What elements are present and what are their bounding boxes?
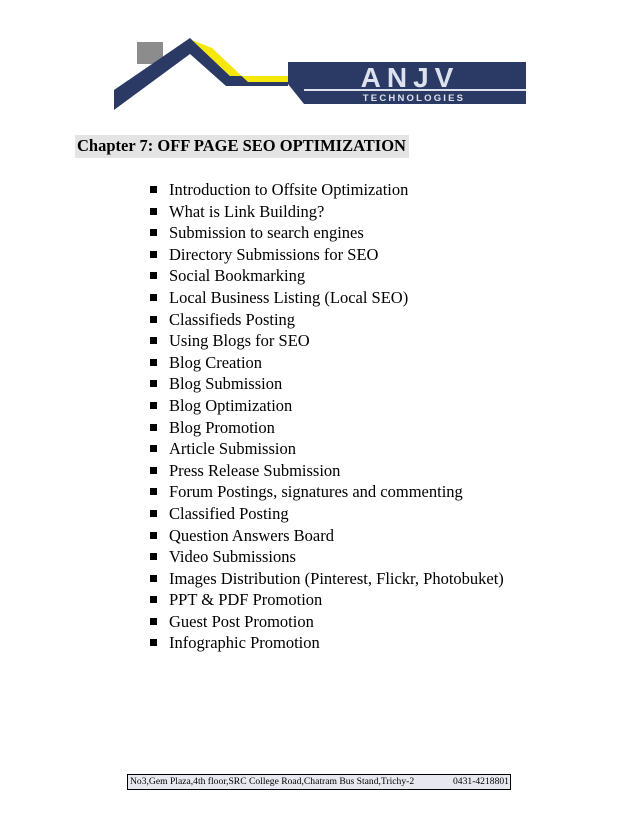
list-item — [150, 309, 504, 331]
list-item — [150, 352, 504, 374]
list-item-text: Using Blogs for SEO — [169, 331, 310, 351]
list-item-text: Local Business Listing (Local SEO) — [169, 287, 409, 307]
square-bullet-icon — [150, 445, 157, 452]
chapter-heading: Chapter 7: OFF PAGE SEO OPTIMIZATION — [75, 135, 409, 158]
list-item-text: Classifieds Posting — [169, 309, 296, 329]
list-item — [150, 287, 504, 309]
square-bullet-icon — [150, 488, 157, 495]
square-bullet-icon — [150, 186, 157, 193]
list-item-text: Blog Submission — [169, 374, 283, 394]
list-item — [150, 417, 504, 439]
square-bullet-icon — [150, 424, 157, 431]
list-item-text: Article Submission — [169, 439, 296, 459]
square-bullet-icon — [150, 639, 157, 646]
list-item — [150, 481, 504, 503]
square-bullet-icon — [150, 208, 157, 215]
square-bullet-icon — [150, 596, 157, 603]
logo-name: ANJV — [360, 62, 460, 93]
logo-subtitle: TECHNOLOGIES — [362, 93, 466, 104]
list-item — [150, 179, 504, 201]
footer-address: No3,Gem Plaza,4th floor,SRC College Road,Chatram Bus Stand,Trichy-2 — [130, 776, 415, 787]
square-bullet-icon — [150, 359, 157, 366]
list-item — [150, 438, 504, 460]
list-item — [150, 546, 504, 568]
square-bullet-icon — [150, 402, 157, 409]
square-bullet-icon — [150, 272, 157, 279]
list-item — [150, 632, 504, 654]
company-logo — [108, 34, 532, 114]
list-item-text: Infographic Promotion — [169, 633, 320, 653]
list-item — [150, 525, 504, 547]
page-footer — [127, 774, 511, 790]
list-item-text: Images Distribution (Pinterest, Flickr, Photobuket) — [169, 568, 504, 588]
list-item — [150, 222, 504, 244]
square-bullet-icon — [150, 467, 157, 474]
list-item — [150, 201, 504, 223]
list-item — [150, 265, 504, 287]
list-item — [150, 460, 504, 482]
list-item — [150, 395, 504, 417]
list-item-text: Blog Promotion — [169, 417, 275, 437]
footer-phone: 0431-4218801 — [453, 776, 509, 787]
list-item-text: Question Answers Board — [169, 525, 334, 545]
list-item — [150, 589, 504, 611]
list-item — [150, 330, 504, 352]
square-bullet-icon — [150, 316, 157, 323]
topic-list — [150, 179, 504, 654]
square-bullet-icon — [150, 229, 157, 236]
list-item-text: Press Release Submission — [169, 460, 341, 480]
square-bullet-icon — [150, 532, 157, 539]
list-item — [150, 373, 504, 395]
list-item-text: Video Submissions — [169, 547, 296, 567]
list-item-text: Social Bookmarking — [169, 266, 306, 286]
list-item-text: What is Link Building? — [169, 201, 325, 221]
list-item-text: PPT & PDF Promotion — [169, 590, 323, 610]
square-bullet-icon — [150, 510, 157, 517]
square-bullet-icon — [150, 575, 157, 582]
list-item-text: Introduction to Offsite Optimization — [169, 180, 409, 199]
list-item-text: Classified Posting — [169, 503, 289, 523]
list-item-text: Blog Optimization — [169, 395, 293, 415]
list-item-text: Directory Submissions for SEO — [169, 244, 379, 264]
list-item-text: Blog Creation — [169, 352, 263, 372]
square-bullet-icon — [150, 337, 157, 344]
square-bullet-icon — [150, 251, 157, 258]
list-item — [150, 244, 504, 266]
list-item-text: Guest Post Promotion — [169, 611, 314, 631]
square-bullet-icon — [150, 380, 157, 387]
square-bullet-icon — [150, 294, 157, 301]
list-item-text: Forum Postings, signatures and commenting — [169, 482, 463, 502]
square-bullet-icon — [150, 553, 157, 560]
list-item — [150, 568, 504, 590]
list-item — [150, 503, 504, 525]
list-item — [150, 611, 504, 633]
square-bullet-icon — [150, 618, 157, 625]
list-item-text: Submission to search engines — [169, 223, 364, 243]
